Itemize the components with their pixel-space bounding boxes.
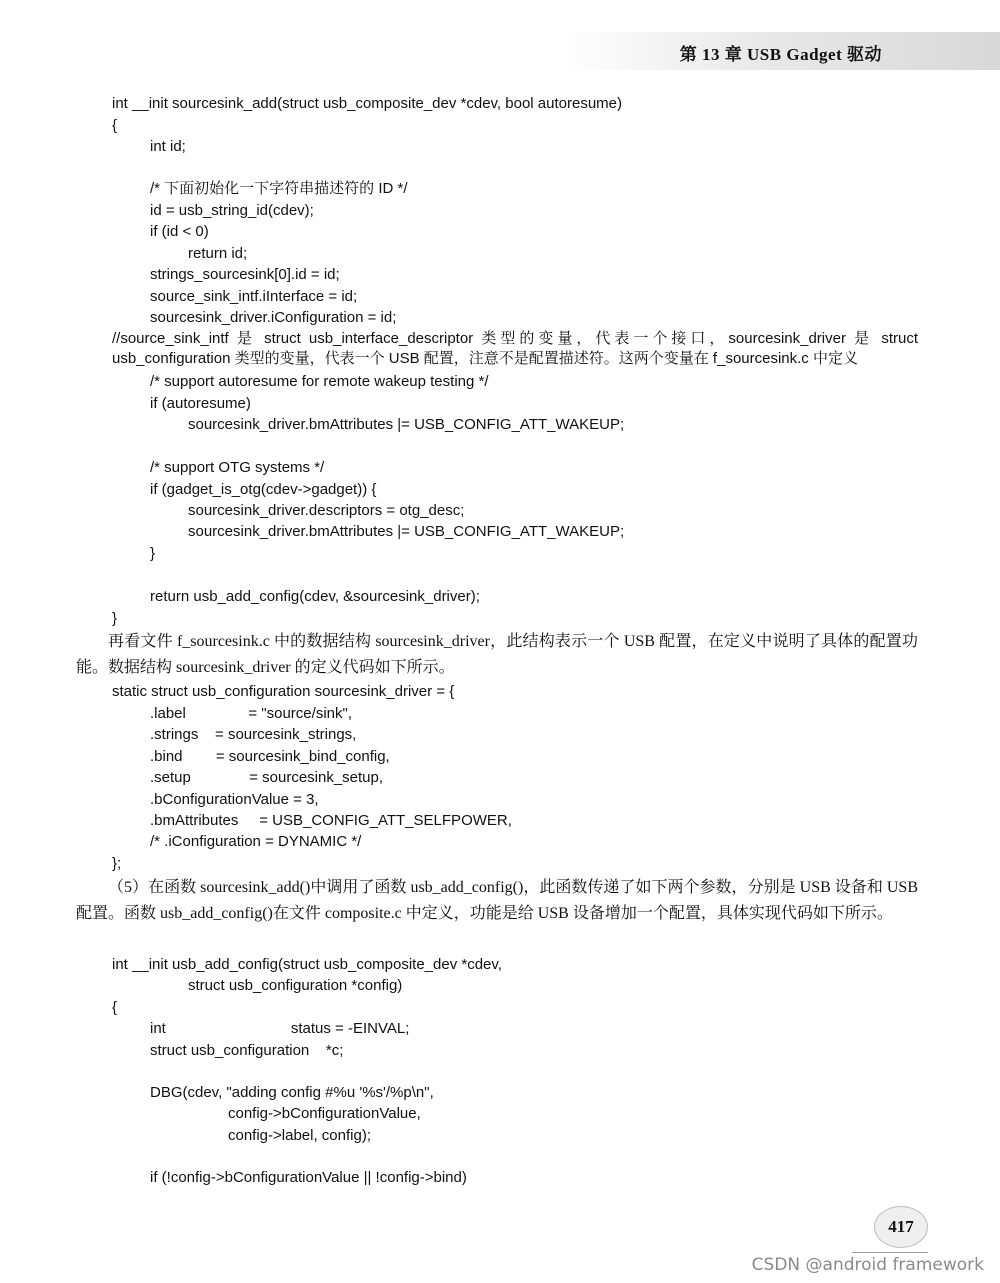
code-comment: /* 下面初始化一下字符串描述符的 ID */ bbox=[150, 180, 408, 197]
code-line: .setup = sourcesink_setup, bbox=[150, 769, 384, 786]
page-number: 417 bbox=[874, 1206, 928, 1248]
code-line: source_sink_intf.iInterface = id; bbox=[150, 288, 358, 305]
code-line: if (gadget_is_otg(cdev->gadget)) { bbox=[150, 481, 377, 498]
code-line: .bConfigurationValue = 3, bbox=[150, 791, 319, 808]
code-line: static struct usb_configuration sourcesink_driver = { bbox=[112, 683, 455, 700]
code-line: struct usb_configuration *c; bbox=[150, 1042, 344, 1059]
code-line: if (id < 0) bbox=[150, 223, 209, 240]
code-line: config->bConfigurationValue, bbox=[228, 1105, 421, 1122]
code-line: .bmAttributes = USB_CONFIG_ATT_SELFPOWER, bbox=[150, 812, 512, 829]
code-line: sourcesink_driver.descriptors = otg_desc; bbox=[188, 502, 465, 519]
code-line: strings_sourcesink[0].id = id; bbox=[150, 266, 340, 283]
code-line: { bbox=[112, 999, 118, 1016]
chapter-header: 第 13 章 USB Gadget 驱动 bbox=[679, 45, 882, 64]
code-line: DBG(cdev, "adding config #%u '%s'/%p\n", bbox=[150, 1084, 434, 1101]
code-annotation: //source_sink_intf 是 struct usb_interface_descriptor 类型的变量，代表一个接口，sourcesink_driver 是 struct usb_configuration 类型的变量，代表一个 USB 配置，注意不是配置描述符。这两个变量在 f_sourcesink.c 中定义 bbox=[112, 330, 918, 367]
body-paragraph: 再看文件 f_sourcesink.c 中的数据结构 sourcesink_driver，此结构表示一个 USB 配置，在定义中说明了具体的配置功能。数据结构 sourcesink_driver 的定义代码如下所示。 bbox=[76, 633, 918, 676]
watermark: CSDN @android framework bbox=[751, 1255, 984, 1275]
code-line: .strings = sourcesink_strings, bbox=[150, 726, 357, 743]
code-line: int __init usb_add_config(struct usb_composite_dev *cdev, bbox=[112, 956, 502, 973]
code-line: int id; bbox=[150, 138, 186, 155]
code-line: { bbox=[112, 117, 118, 134]
code-line: .label = "source/sink", bbox=[150, 705, 352, 722]
code-line: config->label, config); bbox=[228, 1127, 371, 1144]
body-paragraph: （5）在函数 sourcesink_add()中调用了函数 usb_add_config()，此函数传递了如下两个参数，分别是 USB 设备和 USB 配置。函数 usb_add_config()在文件 composite.c 中定义，功能是给 USB 设备增加一个配置，具体实现代码如下所示。 bbox=[76, 879, 918, 922]
code-line: .bind = sourcesink_bind_config, bbox=[150, 748, 390, 765]
code-line: return usb_add_config(cdev, &sourcesink_driver); bbox=[150, 588, 480, 605]
code-line: id = usb_string_id(cdev); bbox=[150, 202, 314, 219]
code-comment: /* support autoresume for remote wakeup testing */ bbox=[150, 373, 489, 390]
code-line: sourcesink_driver.iConfiguration = id; bbox=[150, 309, 397, 326]
code-line: int __init sourcesink_add(struct usb_composite_dev *cdev, bool autoresume) bbox=[112, 95, 622, 112]
code-line: } bbox=[112, 610, 118, 627]
code-line: int status = -EINVAL; bbox=[150, 1020, 410, 1037]
code-line: }; bbox=[112, 855, 122, 872]
code-line: return id; bbox=[188, 245, 248, 262]
code-line: if (autoresume) bbox=[150, 395, 251, 412]
code-line: sourcesink_driver.bmAttributes |= USB_CONFIG_ATT_WAKEUP; bbox=[188, 416, 625, 433]
code-comment: /* support OTG systems */ bbox=[150, 459, 325, 476]
code-line: struct usb_configuration *config) bbox=[188, 977, 403, 994]
code-line: sourcesink_driver.bmAttributes |= USB_CONFIG_ATT_WAKEUP; bbox=[188, 523, 625, 540]
code-comment: /* .iConfiguration = DYNAMIC */ bbox=[150, 833, 362, 850]
code-line: if (!config->bConfigurationValue || !config->bind) bbox=[150, 1169, 467, 1186]
code-line: } bbox=[150, 545, 156, 562]
